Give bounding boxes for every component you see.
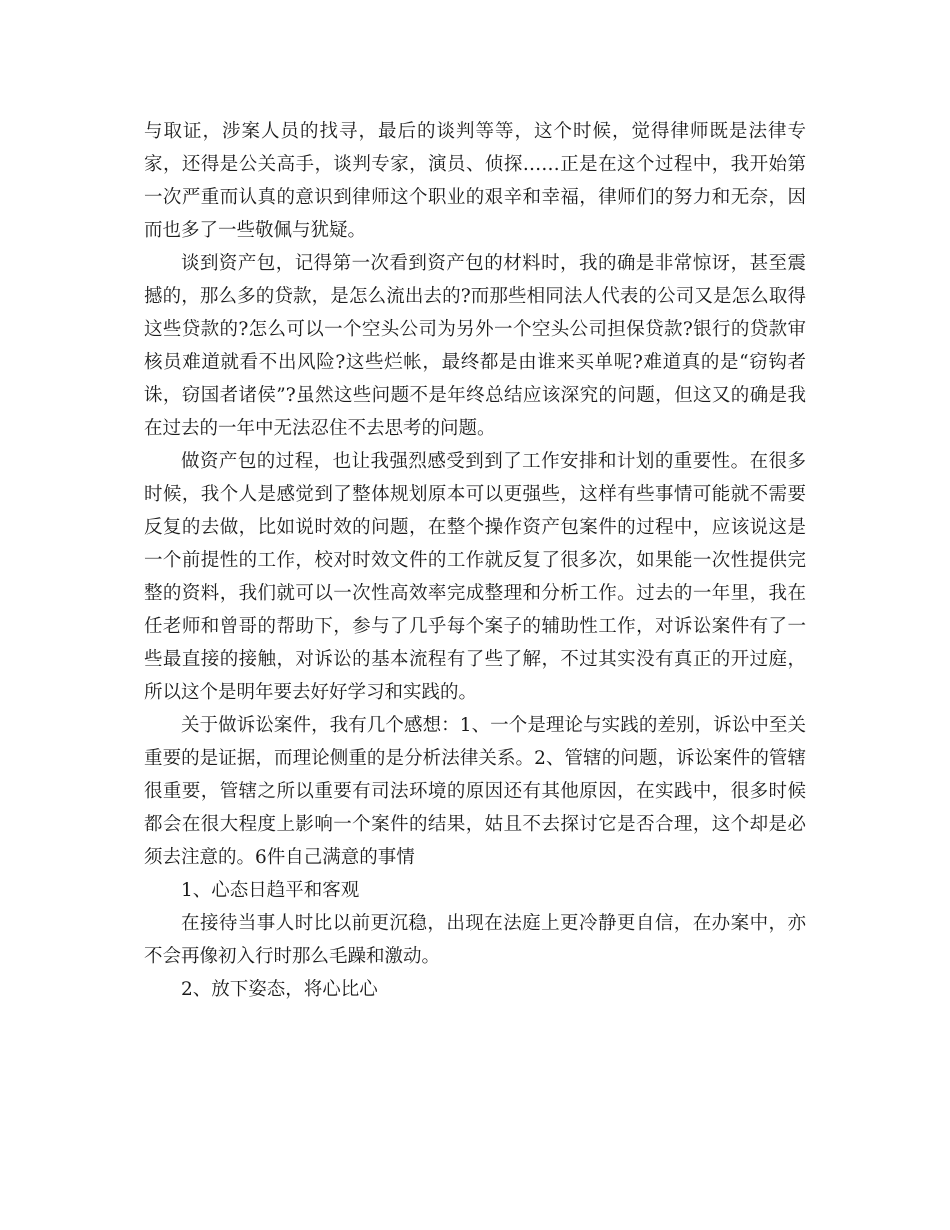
paragraph-litigation-thoughts: 关于做诉讼案件，我有几个感想：1、一个是理论与实践的差别，诉讼中至关重要的是证据，而理论侧重的是分析法律关系。2、管辖的问题，诉讼案件的管辖很重要，管辖之所以重要有司法环境的原因还有其他原因，在实践中，很多时候都会在很大程度上影响一个案件的结果，姑且不去探讨它是否合理，这个却是必须去注意的。6件自己满意的事情 bbox=[144, 715, 806, 868]
heading-item-1: 1、心态日趋平和客观 bbox=[181, 880, 360, 901]
paragraph-item-1-body: 在接待当事人时比以前更沉稳，出现在法庭上更冷静更自信，在办案中，亦不会再像初入行时那么毛躁和激动。 bbox=[144, 913, 806, 967]
paragraph-work-planning: 做资产包的过程，也让我强烈感受到到了工作安排和计划的重要性。在很多时候，我个人是感觉到了整体规划原本可以更强些，这样有些事情可能就不需要反复的去做，比如说时效的问题，在整个操作资产包案件的过程中，应该说这是一个前提性的工作，校对时效文件的工作就反复了很多次，如果能一次性提供完整的资料，我们就可以一次性高效率完成整理和分析工作。过去的一年里，我在任老师和曾哥的帮助下，参与了几乎每个案子的辅助性工作，对诉讼案件有了一些最直接的接触，对诉讼的基本流程有了些了解，不过其实没有真正的开过庭，所以这个是明年要去好好学习和实践的。 bbox=[144, 451, 806, 703]
paragraph-continuation: 与取证，涉案人员的找寻，最后的谈判等等，这个时候，觉得律师既是法律专家，还得是公关高手，谈判专家，演员、侦探……正是在这个过程中，我开始第一次严重而认真的意识到律师这个职业的艰辛和幸福，律师们的努力和无奈，因而也多了一些敬佩与犹疑。 bbox=[144, 121, 806, 241]
paragraph-asset-package: 谈到资产包，记得第一次看到资产包的材料时，我的确是非常惊讶，甚至震撼的，那么多的贷款，是怎么流出去的?而那些相同法人代表的公司又是怎么取得这些贷款的?怎么可以一个空头公司为另外一个空头公司担保贷款?银行的贷款审核员难道就看不出风险?这些烂帐，最终都是由谁来买单呢?难道真的是“窃钩者诛，窃国者诸侯”?虽然这些问题不是年终总结应该深究的问题，但这又的确是我在过去的一年中无法忍住不去思考的问题。 bbox=[144, 253, 806, 439]
heading-item-2: 2、放下姿态，将心比心 bbox=[181, 979, 378, 1000]
document-page bbox=[144, 115, 806, 1006]
